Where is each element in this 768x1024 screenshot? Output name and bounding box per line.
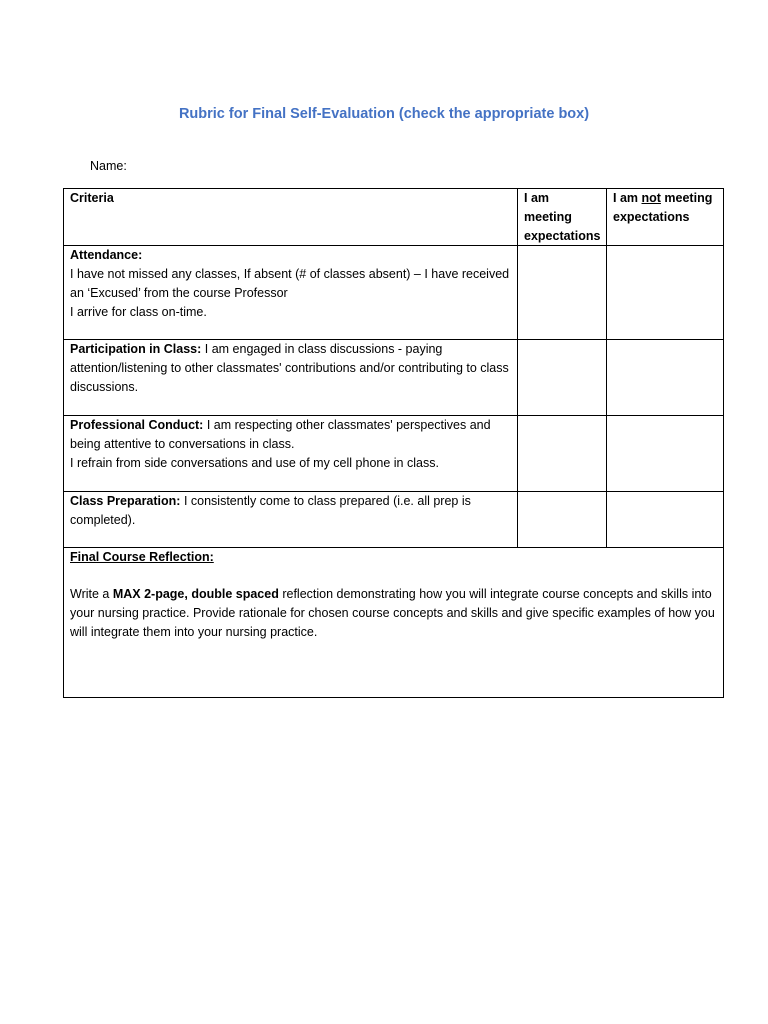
name-label: Name: xyxy=(90,159,127,173)
document-title: Rubric for Final Self-Evaluation (check the appropriate box) xyxy=(178,106,590,122)
rubric-table xyxy=(63,188,724,698)
criteria-text: I am respecting other classmates' perspectives and being attentive to conversations in class. xyxy=(70,418,491,452)
meeting-checkbox-cell[interactable] xyxy=(518,492,607,548)
table-row-class-preparation xyxy=(64,492,724,548)
meeting-checkbox-cell[interactable] xyxy=(518,416,607,492)
criteria-header: Criteria xyxy=(64,189,518,246)
criteria-text: I arrive for class on-time. xyxy=(70,304,207,319)
table-row-attendance xyxy=(64,246,724,340)
criteria-heading: Professional Conduct: xyxy=(70,418,204,433)
criteria-cell xyxy=(64,246,518,340)
criteria-heading: Participation in Class: xyxy=(70,342,202,357)
criteria-text: I refrain from side conversations and use of my cell phone in class. xyxy=(70,455,439,470)
not-meeting-checkbox-cell[interactable] xyxy=(607,246,724,340)
criteria-text: I am engaged in class discussions - paying attention/listening to other classmates' contributions and/or contributing to class discussions. xyxy=(70,342,509,394)
table-header-row xyxy=(64,189,724,246)
table-row-professional-conduct xyxy=(64,416,724,492)
criteria-heading: Attendance: xyxy=(70,248,143,263)
criteria-text: I have not missed any classes, If absent (# of classes absent) – I have received an ‘Excused’ from the course Professor xyxy=(70,267,510,300)
not-meeting-checkbox-cell[interactable] xyxy=(607,492,724,548)
meeting-header: I am meeting expectations xyxy=(518,189,607,246)
criteria-cell xyxy=(64,492,518,548)
table-row-participation xyxy=(64,340,724,416)
criteria-cell xyxy=(64,340,518,416)
not-meeting-header: I am not meeting expectations xyxy=(607,189,724,246)
meeting-checkbox-cell[interactable] xyxy=(518,340,607,416)
not-meeting-checkbox-cell[interactable] xyxy=(607,416,724,492)
final-reflection-heading: Final Course Reflection: xyxy=(70,550,214,565)
not-meeting-checkbox-cell[interactable] xyxy=(607,340,724,416)
final-reflection-instructions: Write a MAX 2-page, double spaced reflection demonstrating how you will integrate course concepts and skills into your nursing practice. Provide rationale for chosen course concepts and skills and give specific examples of how you will integrate them into your nursing practice. xyxy=(70,587,715,639)
criteria-cell xyxy=(64,416,518,492)
table-row-final-reflection xyxy=(64,548,724,698)
criteria-heading: Class Preparation: xyxy=(70,494,181,509)
final-reflection-cell xyxy=(64,548,724,698)
criteria-text: I consistently come to class prepared (i.e. all prep is completed). xyxy=(70,494,471,528)
meeting-checkbox-cell[interactable] xyxy=(518,246,607,340)
